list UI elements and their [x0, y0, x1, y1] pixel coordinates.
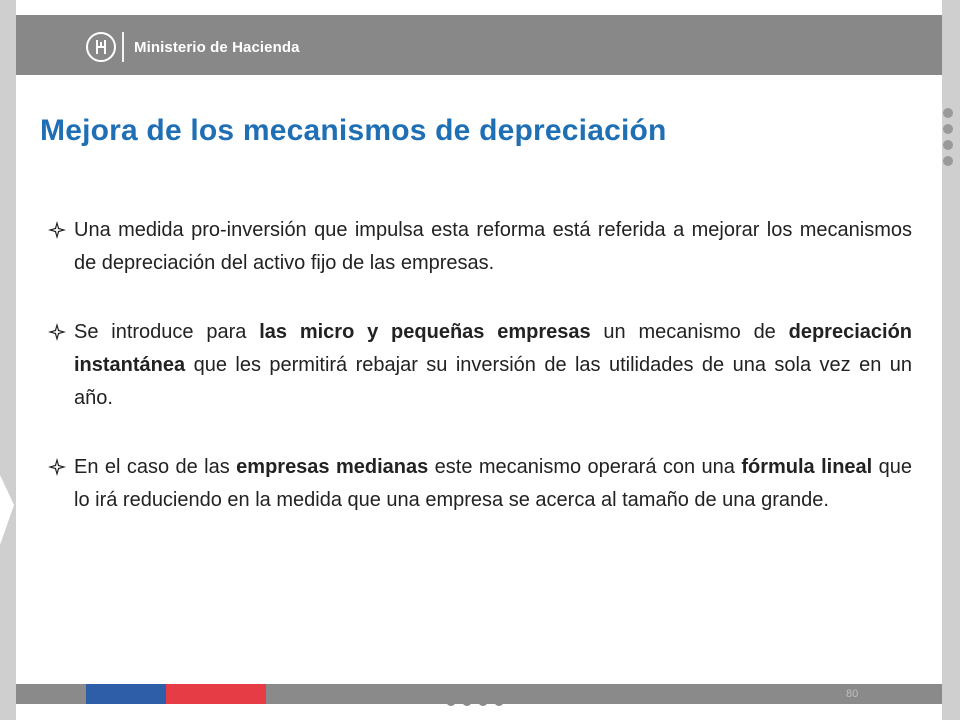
bullet-item — [44, 451, 912, 517]
dot-icon — [462, 696, 472, 706]
bullet-text — [74, 456, 912, 511]
side-dots-decoration — [943, 108, 955, 172]
bullet-text — [74, 321, 912, 409]
diamond-bullet-icon — [48, 458, 66, 476]
ministry-logo — [86, 30, 300, 64]
flag-stripe-red — [166, 684, 266, 704]
bullet-segment: este mecanismo operará con una — [428, 456, 742, 478]
left-edge-notch — [0, 475, 14, 545]
dot-icon — [494, 696, 504, 706]
bullet-emphasis: fórmula lineal — [741, 456, 873, 478]
diamond-bullet-icon — [48, 221, 66, 239]
bullet-segment: En el caso de las — [74, 456, 237, 478]
bullet-segment: que les permitirá rebajar su inversión de las utilidades de una sola vez en un año. — [74, 354, 912, 409]
dot-icon — [943, 108, 953, 118]
bullet-segment: que lo irá reduciendo en la medida que una empresa se acerca al tamaño de una grande. — [74, 456, 912, 511]
dot-icon — [943, 156, 953, 166]
dot-icon — [943, 140, 953, 150]
logo-separator — [122, 32, 124, 62]
bullet-segment: Una medida pro-inversión que impulsa esta reforma está referida a mejorar los mecanismos de depreciación del activo fijo de las empresas. — [74, 219, 912, 274]
footer-dots-decoration — [446, 696, 510, 706]
page-number: 80 — [846, 688, 859, 700]
ministry-seal-icon — [86, 32, 116, 62]
dot-icon — [446, 696, 456, 706]
bullet-item — [44, 316, 912, 415]
bullet-list — [44, 214, 912, 517]
ministry-name: Ministerio de Hacienda — [134, 38, 300, 56]
diamond-bullet-icon — [48, 323, 66, 341]
slide-title: Mejora de los mecanismos de depreciación — [40, 114, 667, 147]
dot-icon — [943, 124, 953, 134]
bullet-emphasis: depreciación instantánea — [74, 321, 913, 376]
bullet-segment: Se introduce para — [74, 321, 260, 343]
bullet-text — [74, 219, 912, 274]
dot-icon — [478, 696, 488, 706]
bullet-segment: un mecanismo de — [590, 321, 789, 343]
bullet-emphasis: empresas medianas — [236, 456, 429, 478]
bullet-emphasis: las micro y pequeñas empresas — [259, 321, 591, 343]
bullet-item — [44, 214, 912, 280]
flag-stripe-blue — [86, 684, 166, 704]
